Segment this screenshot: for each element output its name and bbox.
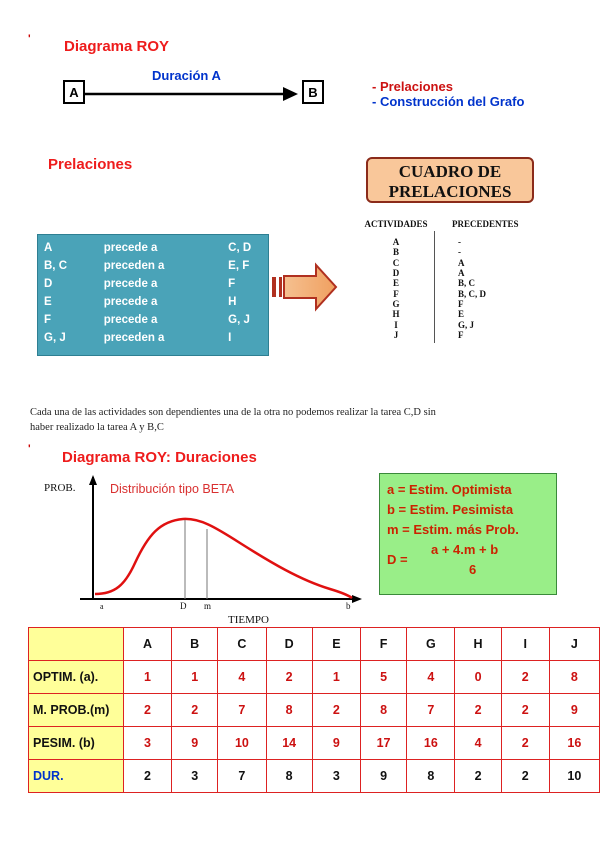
node-a-label: A — [69, 84, 79, 100]
table-cell: 4 — [218, 661, 266, 694]
prelacion-row — [352, 247, 552, 257]
prelacion-row — [352, 309, 552, 319]
prelacion-activity: A — [392, 237, 400, 248]
formula-denominator: 6 — [469, 562, 477, 577]
table-cell: 8 — [266, 760, 312, 793]
table-cell: 5 — [360, 661, 406, 694]
node-b-label: B — [308, 84, 318, 100]
column-header: H — [455, 628, 501, 661]
prelacion-precedents: G, J — [458, 319, 475, 330]
section1-title: Diagrama ROY — [64, 38, 170, 55]
column-header: E — [312, 628, 360, 661]
row-label: M. PROB.(m) — [29, 694, 124, 727]
table-cell: 14 — [266, 727, 312, 760]
prelacion-row — [352, 258, 552, 268]
table-cell: 4 — [455, 727, 501, 760]
table-cell: 9 — [172, 727, 218, 760]
x-axis-arrowhead — [352, 595, 362, 603]
prelacion-precedents: A — [458, 257, 465, 268]
relation-verb: precede a — [103, 278, 158, 290]
table-cell: 0 — [455, 661, 501, 694]
prelacion-row — [352, 299, 552, 309]
prelacion-precedents: - — [458, 237, 461, 248]
cuadro-title-line2: PRELACIONES — [388, 182, 512, 201]
prelacion-activity: J — [393, 329, 399, 340]
note-construccion: - Construcción del Grafo — [372, 94, 525, 109]
prelacion-precedents: F — [458, 298, 464, 309]
table-row — [29, 727, 600, 760]
edge-label: Duración A — [152, 68, 221, 83]
table-cell: 2 — [455, 760, 501, 793]
curve-label: Distribución tipo BETA — [110, 482, 235, 496]
durations-table — [28, 627, 600, 793]
y-axis-arrowhead — [89, 475, 97, 485]
y-axis-label: PROB. — [44, 482, 76, 494]
durations-table-wrapper — [28, 627, 600, 793]
estimation-legend — [379, 473, 557, 595]
legend-optimista: a = Estim. Optimista — [387, 482, 512, 497]
relation-verb: preceden a — [103, 260, 165, 272]
relation-verb: precede a — [103, 314, 158, 326]
column-header: G — [407, 628, 455, 661]
prelacion-precedents: F — [458, 329, 464, 340]
prelacion-precedents: B, C, D — [458, 288, 487, 299]
prelacion-row — [352, 330, 552, 340]
column-header: I — [501, 628, 549, 661]
prelacion-activity: B — [392, 247, 399, 258]
table-cell: 8 — [360, 694, 406, 727]
table-cell: 10 — [549, 760, 599, 793]
cuadro-title-box — [366, 157, 534, 203]
table-cell: 1 — [312, 661, 360, 694]
relation-act: D — [44, 278, 53, 290]
relation-act: E — [44, 296, 52, 308]
table-cell: 3 — [172, 760, 218, 793]
prelacion-row — [352, 237, 552, 247]
section2-title: Prelaciones — [48, 156, 133, 173]
relation-row — [38, 293, 268, 311]
table-cell: 17 — [360, 727, 406, 760]
note-prelaciones: - Prelaciones — [372, 79, 453, 94]
relation-row — [38, 257, 268, 275]
table-cell: 7 — [218, 694, 266, 727]
node-b — [302, 80, 324, 104]
tick-b-label: b — [346, 601, 351, 611]
beta-distribution-plot — [40, 475, 370, 625]
relation-row — [38, 239, 268, 257]
column-header: F — [360, 628, 406, 661]
description-paragraph — [30, 405, 570, 435]
relation-targets: E, F — [228, 260, 250, 272]
row-label: DUR. — [29, 760, 124, 793]
prelacion-row — [352, 319, 552, 329]
table-cell: 2 — [501, 727, 549, 760]
prelacion-row — [352, 278, 552, 288]
relation-targets: I — [228, 332, 232, 344]
prelaciones-header — [352, 219, 552, 229]
tick-d-label: D — [180, 601, 187, 611]
notes-block — [372, 79, 524, 109]
node-a — [63, 80, 85, 104]
paragraph-line1: Cada una de las actividades son dependientes una de la otra no podemos realizar la tarea C,D sin — [30, 407, 436, 418]
table-cell: 10 — [218, 727, 266, 760]
relation-verb: precede a — [103, 296, 158, 308]
legend-mas-probable: m = Estim. más Prob. — [387, 522, 519, 537]
table-cell: 16 — [549, 727, 599, 760]
prelacion-row — [352, 288, 552, 298]
table-cell: 2 — [501, 760, 549, 793]
prelacion-precedents: - — [458, 247, 461, 258]
relation-row — [38, 329, 268, 347]
tick-m-label: m — [204, 601, 212, 611]
table-cell: 4 — [407, 661, 455, 694]
relation-verb: preceden a — [103, 332, 165, 344]
relations-box — [37, 234, 269, 356]
table-cell: 2 — [501, 661, 549, 694]
table-cell: 2 — [501, 694, 549, 727]
relation-act: B, C — [44, 260, 67, 272]
relation-act: A — [44, 242, 53, 254]
section3-title: Diagrama ROY: Duraciones — [62, 449, 257, 466]
column-header: J — [549, 628, 599, 661]
formula — [387, 540, 556, 578]
bullet-mark: ' — [28, 33, 31, 45]
table-divider — [434, 231, 435, 343]
x-axis-label: TIEMPO — [228, 614, 269, 625]
tick-a-label: a — [100, 602, 104, 611]
table-row — [29, 760, 600, 793]
column-header: B — [172, 628, 218, 661]
table-row — [29, 661, 600, 694]
table-cell: 8 — [266, 694, 312, 727]
table-cell: 7 — [218, 760, 266, 793]
prelacion-row — [352, 268, 552, 278]
table-cell: 2 — [312, 694, 360, 727]
relation-targets: H — [228, 296, 237, 308]
row-label: OPTIM. (a). — [29, 661, 124, 694]
table-cell: 9 — [360, 760, 406, 793]
table-cell: 3 — [123, 727, 171, 760]
prelacion-precedents: A — [458, 268, 465, 279]
prelacion-activity: C — [392, 257, 400, 268]
relation-targets: G, J — [228, 314, 250, 326]
table-header-row — [29, 628, 600, 661]
col-actividades: ACTIVIDADES — [364, 219, 428, 229]
prelaciones-table — [352, 219, 552, 340]
prelacion-activity: G — [392, 298, 400, 309]
table-cell: 2 — [172, 694, 218, 727]
table-cell: 2 — [455, 694, 501, 727]
bullet-mark: ' — [28, 443, 31, 455]
relation-act: G, J — [44, 332, 66, 344]
row-label: PESIM. (b) — [29, 727, 124, 760]
relation-row — [38, 275, 268, 293]
table-cell: 2 — [123, 760, 171, 793]
right-arrow-icon — [270, 262, 340, 312]
column-header: D — [266, 628, 312, 661]
column-header: A — [123, 628, 171, 661]
formula-d-label: D = — [387, 552, 408, 567]
table-cell: 2 — [266, 661, 312, 694]
relation-verb: precede a — [103, 242, 158, 254]
column-header: C — [218, 628, 266, 661]
relation-targets: F — [228, 278, 236, 290]
prelacion-activity: F — [393, 288, 399, 299]
table-cell: 9 — [312, 727, 360, 760]
prelacion-precedents: B, C — [458, 278, 476, 289]
table-row — [29, 694, 600, 727]
table-cell: 7 — [407, 694, 455, 727]
table-cell: 9 — [549, 694, 599, 727]
prelacion-activity: H — [392, 309, 400, 320]
table-cell: 8 — [407, 760, 455, 793]
table-corner — [29, 628, 124, 661]
relation-targets: C, D — [228, 242, 252, 254]
relation-act: F — [44, 314, 52, 326]
table-cell: 1 — [123, 661, 171, 694]
table-cell: 1 — [172, 661, 218, 694]
table-cell: 16 — [407, 727, 455, 760]
prelacion-activity: E — [392, 278, 399, 289]
col-precedentes: PRECEDENTES — [452, 219, 519, 229]
table-cell: 2 — [123, 694, 171, 727]
beta-curve — [95, 519, 352, 598]
prelacion-activity: I — [394, 319, 398, 330]
prelacion-precedents: E — [458, 309, 465, 320]
edge-arrow — [85, 84, 300, 104]
table-cell: 3 — [312, 760, 360, 793]
table-cell: 8 — [549, 661, 599, 694]
formula-numerator: a + 4.m + b — [431, 542, 499, 557]
legend-pesimista: b = Estim. Pesimista — [387, 502, 514, 517]
paragraph-line2: haber realizado la tarea A y B,C — [30, 422, 164, 433]
relation-row — [38, 311, 268, 329]
cuadro-title-line1: CUADRO DE — [398, 162, 502, 181]
prelacion-activity: D — [392, 268, 400, 279]
